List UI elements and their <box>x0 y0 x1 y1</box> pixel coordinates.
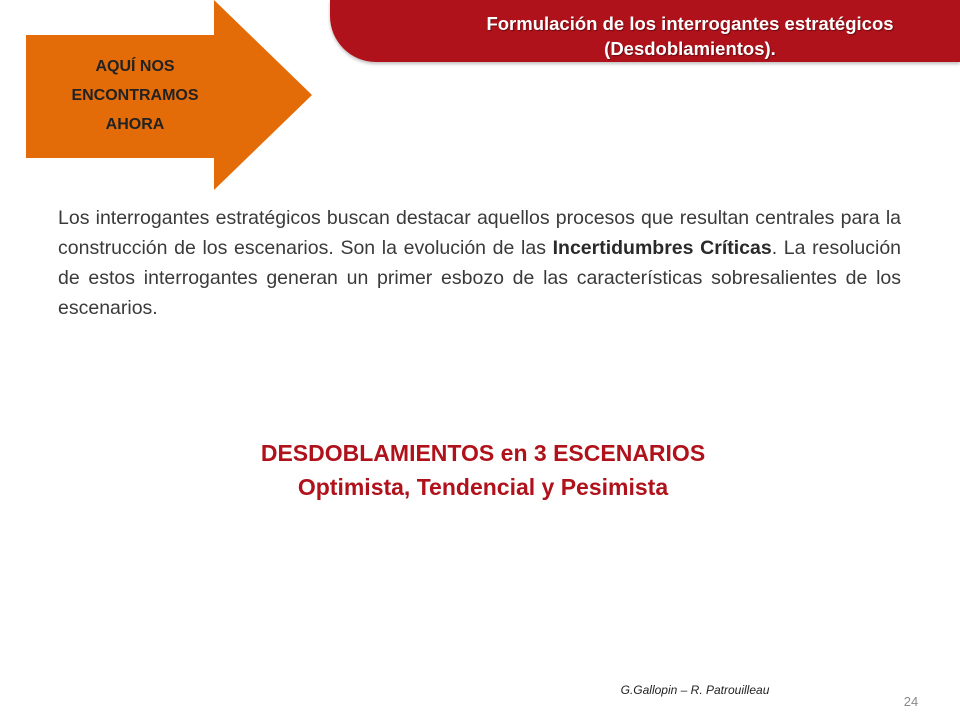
scenario-heading-line2: Optimista, Tendencial y Pesimista <box>297 474 669 500</box>
slide-title-line1: Formulación de los interrogantes estratégicos <box>486 13 894 34</box>
location-arrow-label <box>30 52 240 139</box>
body-text-bold: Incertidumbres Críticas <box>552 237 772 259</box>
page-number: 24 <box>903 694 919 709</box>
author-credit: G.Gallopin – R. Patrouilleau <box>620 683 770 697</box>
body-text-part1: Los interrogantes estratégicos buscan destacar aquellos procesos que resultan centrales para la construcción de los escenarios. Son la evolución de las <box>58 207 901 259</box>
body-text-part2: . La resolución de estos interrogantes generan un primer esbozo de las características sobresalientes de los escenarios. <box>58 237 902 319</box>
location-arrow-line2: ENCONTRAMOS <box>71 87 199 104</box>
location-arrow-line1: AQUÍ NOS <box>95 58 175 75</box>
slide-title <box>400 11 960 61</box>
slide-title-line2: (Desdoblamientos). <box>604 38 776 59</box>
body-paragraph <box>58 203 901 323</box>
location-arrow-line3: AHORA <box>105 116 165 133</box>
scenario-heading-line1: DESDOBLAMIENTOS en 3 ESCENARIOS <box>260 440 706 466</box>
scenario-heading <box>0 436 960 504</box>
